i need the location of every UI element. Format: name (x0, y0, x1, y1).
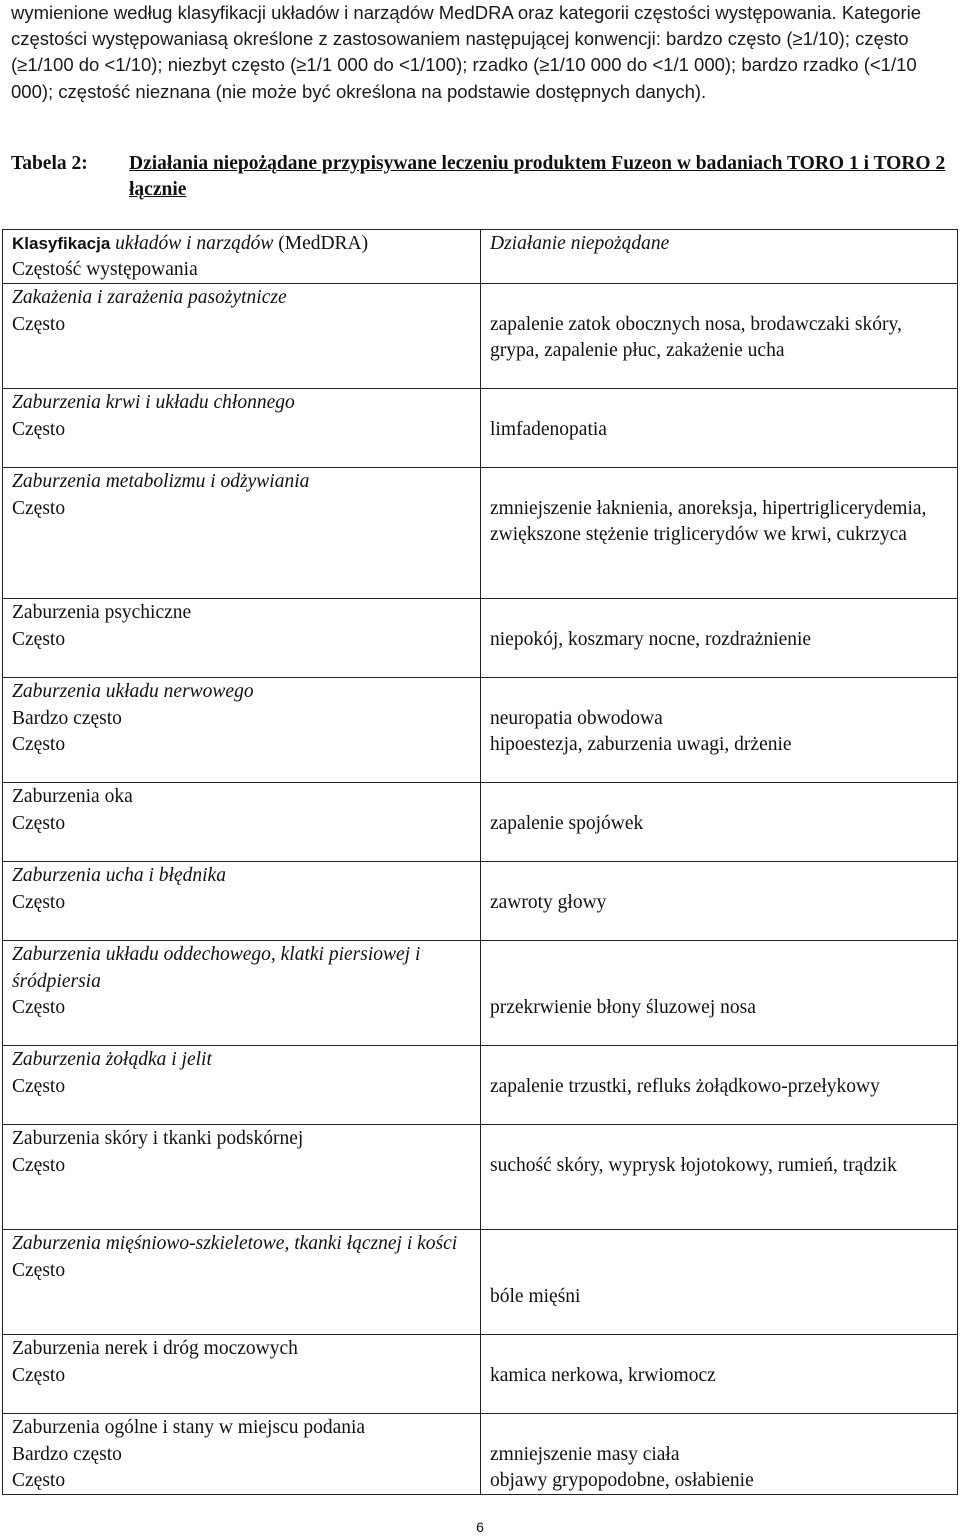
reaction-text: kamica nerkowa, krwiomocz (490, 1364, 716, 1386)
soc-label: Zaburzenia układu nerwowego (12, 681, 254, 703)
reaction-text: zapalenie trzustki, refluks żołądkowo-przełykowy (490, 1075, 880, 1097)
reaction-text: zapalenie zatok obocznych nosa, brodawczaki skóry, grypa, zapalenie płuc, zakażenie ucha (490, 313, 902, 361)
frequency-label: Często (12, 313, 66, 335)
header-col1-c: (MedDRA) (278, 233, 369, 254)
table-row (3, 389, 958, 468)
table-row (3, 1125, 958, 1230)
header-col1-line2: Częstość występowania (12, 259, 198, 281)
adverse-reactions-table (2, 229, 958, 1495)
frequency-label: Często (12, 1259, 66, 1281)
table-row (3, 468, 958, 599)
reaction-text: przekrwienie błony śluzowej nosa (490, 996, 756, 1018)
table-row (3, 678, 958, 783)
table-row (3, 1046, 958, 1125)
header-adverse-reaction: Działanie niepożądane (481, 230, 958, 284)
frequency-label: Często (12, 628, 66, 650)
table-row (3, 1230, 958, 1335)
reaction-text: hipoestezja, zaburzenia uwagi, drżenie (490, 733, 792, 755)
frequency-label: Często (12, 812, 66, 834)
soc-label: Zaburzenia psychiczne (12, 602, 192, 624)
soc-label: Zaburzenia żołądka i jelit (12, 1049, 212, 1071)
reaction-text: bóle mięśni (490, 1285, 581, 1307)
frequency-label: Często (12, 1154, 66, 1176)
reaction-text: niepokój, koszmary nocne, rozdrażnienie (490, 628, 812, 650)
reaction-text: objawy grypopodobne, osłabienie (490, 1469, 754, 1491)
frequency-label: Często (12, 996, 66, 1018)
table-row (3, 1414, 958, 1495)
reaction-text: zmniejszenie masy ciała (490, 1443, 680, 1465)
reaction-text: suchość skóry, wyprysk łojotokowy, rumień, trądzik (490, 1154, 897, 1176)
header-col1-b: układów i narządów (115, 233, 274, 254)
soc-label: Zaburzenia skóry i tkanki podskórnej (12, 1128, 304, 1150)
table-row (3, 1335, 958, 1414)
table-caption-label: Tabela 2: (11, 153, 88, 174)
frequency-label: Bardzo często (12, 707, 122, 729)
soc-label: Zaburzenia nerek i dróg moczowych (12, 1338, 298, 1360)
soc-label: Zaburzenia układu oddechowego, klatki piersiowej i śródpiersia (12, 944, 421, 992)
soc-label: Zaburzenia ucha i błędnika (12, 865, 226, 887)
soc-label: Zaburzenia oka (12, 786, 133, 808)
reaction-text: zapalenie spojówek (490, 812, 644, 834)
frequency-label: Często (12, 418, 66, 440)
frequency-label: Często (12, 891, 66, 913)
reaction-text: zawroty głowy (490, 891, 607, 913)
soc-label: Zaburzenia mięśniowo-szkieletowe, tkanki łącznej i kości (12, 1233, 458, 1255)
frequency-label: Często (12, 1469, 66, 1491)
table-row (3, 941, 958, 1046)
frequency-label: Bardzo często (12, 1443, 122, 1465)
soc-label: Zaburzenia metabolizmu i odżywiania (12, 471, 310, 493)
table-row (3, 284, 958, 389)
intro-paragraph: wymienione według klasyfikacji układów i narządów MedDRA oraz kategorii częstości występowania. Kategorie częstości występowaniasą określone z zastosowaniem następującej konwencji: bardzo często (≥1/10); często (≥1/100 do <1/10); niezbyt często (≥1/1 000 do <1/100); rzadko (≥1/10 000 do <1/1 000); bardzo rzadko (<1/10 000); częstość nieznana (nie może być określona na podstawie dostępnych danych). (11, 2, 922, 102)
table-header-row (3, 230, 958, 284)
header-soc-frequency (3, 230, 481, 284)
page-number: 6 (476, 1519, 484, 1535)
frequency-label: Często (12, 1364, 66, 1386)
reaction-text: neuropatia obwodowa (490, 707, 663, 729)
soc-label: Zaburzenia krwi i układu chłonnego (12, 392, 295, 414)
reaction-text: zmniejszenie łaknienia, anoreksja, hipertriglicerydemia, zwiększone stężenie triglicerydów we krwi, cukrzyca (490, 497, 927, 545)
table-row (3, 599, 958, 678)
reaction-text: limfadenopatia (490, 418, 607, 440)
table-row (3, 783, 958, 862)
table-row (3, 862, 958, 941)
table-caption-title: Działania niepożądane przypisywane leczeniu produktem Fuzeon w badaniach TORO 1 i TORO 2 łącznie (129, 153, 946, 200)
frequency-label: Często (12, 733, 66, 755)
frequency-label: Często (12, 1075, 66, 1097)
soc-label: Zakażenia i zarażenia pasożytnicze (12, 287, 287, 309)
soc-label: Zaburzenia ogólne i stany w miejscu podania (12, 1417, 366, 1439)
frequency-label: Często (12, 497, 66, 519)
header-col1-a: Klasyfikacja (12, 234, 111, 253)
